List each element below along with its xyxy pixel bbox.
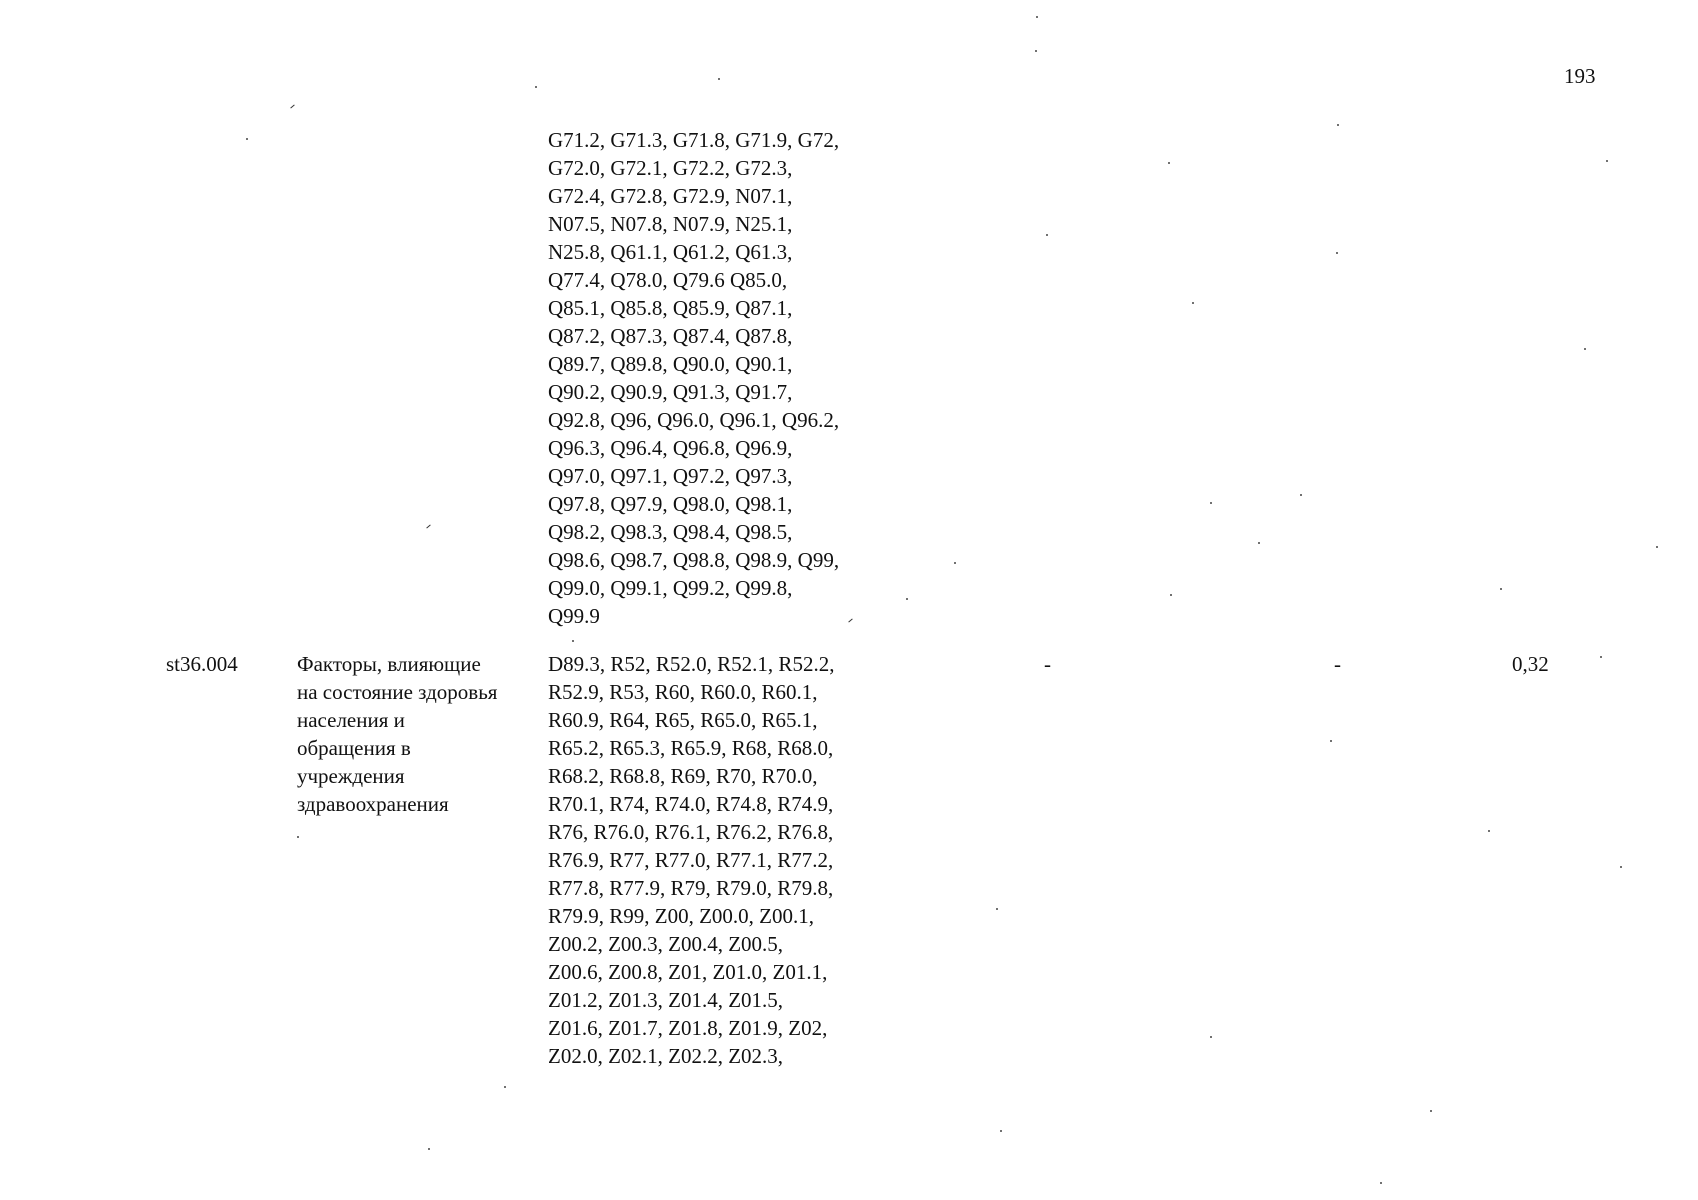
scan-speck — [1606, 160, 1608, 162]
scan-speck — [572, 640, 574, 642]
code-line: G72.0, G72.1, G72.2, G72.3, — [548, 156, 793, 180]
ksg-name — [297, 650, 497, 818]
scan-speck — [996, 908, 998, 910]
scan-speck — [1210, 1036, 1212, 1038]
code-line: Z00.2, Z00.3, Z00.4, Z00.5, — [548, 932, 784, 956]
scan-speck — [1170, 594, 1172, 596]
code-line: N25.8, Q61.1, Q61.2, Q61.3, — [548, 240, 793, 264]
scan-speck — [1168, 162, 1170, 164]
code-line: Q77.4, Q78.0, Q79.6 Q85.0, — [548, 268, 788, 292]
code-line: Q99.9 — [548, 604, 600, 628]
code-line: Q92.8, Q96, Q96.0, Q96.1, Q96.2, — [548, 408, 840, 432]
scan-speck — [297, 836, 299, 838]
scan-mark — [426, 525, 430, 529]
scan-speck — [1500, 588, 1502, 590]
name-line: на состояние здоровья — [297, 680, 498, 704]
scan-speck — [1656, 546, 1658, 548]
continuation-icd-codes — [548, 126, 839, 630]
code-line: R76.9, R77, R77.0, R77.1, R77.2, — [548, 848, 834, 872]
scan-speck — [1000, 1130, 1002, 1132]
name-line: населения и — [297, 708, 405, 732]
scan-speck — [1430, 1110, 1432, 1112]
scan-speck — [1337, 124, 1339, 126]
scan-speck — [906, 598, 908, 600]
scan-speck — [1046, 234, 1048, 236]
code-line: R52.9, R53, R60, R60.0, R60.1, — [548, 680, 818, 704]
code-line: N07.5, N07.8, N07.9, N25.1, — [548, 212, 793, 236]
scan-speck — [1380, 1182, 1382, 1184]
scan-mark — [290, 105, 294, 109]
code-line: R65.2, R65.3, R65.9, R68, R68.0, — [548, 736, 834, 760]
code-line: R70.1, R74, R74.0, R74.8, R74.9, — [548, 792, 834, 816]
code-line: Q96.3, Q96.4, Q96.8, Q96.9, — [548, 436, 793, 460]
code-line: R76, R76.0, R76.1, R76.2, R76.8, — [548, 820, 834, 844]
additional-criteria-dash: - — [1044, 652, 1051, 676]
row-icd-codes — [548, 650, 834, 1070]
name-line: обращения в — [297, 736, 411, 760]
code-line: Z01.2, Z01.3, Z01.4, Z01.5, — [548, 988, 784, 1012]
code-line: Z00.6, Z00.8, Z01, Z01.0, Z01.1, — [548, 960, 828, 984]
code-line: Z02.0, Z02.1, Z02.2, Z02.3, — [548, 1044, 784, 1068]
scan-speck — [428, 1148, 430, 1150]
code-line: G71.2, G71.3, G71.8, G71.9, G72, — [548, 128, 840, 152]
scan-speck — [535, 86, 537, 88]
code-line: Q97.8, Q97.9, Q98.0, Q98.1, — [548, 492, 793, 516]
scan-speck — [1584, 348, 1586, 350]
code-line: Q85.1, Q85.8, Q85.9, Q87.1, — [548, 296, 793, 320]
code-line: R77.8, R77.9, R79, R79.0, R79.8, — [548, 876, 834, 900]
cost-coefficient: 0,32 — [1512, 652, 1549, 676]
code-line: Q98.2, Q98.3, Q98.4, Q98.5, — [548, 520, 793, 544]
code-line: R60.9, R64, R65, R65.0, R65.1, — [548, 708, 818, 732]
code-line: G72.4, G72.8, G72.9, N07.1, — [548, 184, 793, 208]
page-number: 193 — [1564, 64, 1596, 88]
scan-speck — [1210, 502, 1212, 504]
scan-speck — [1035, 50, 1037, 52]
scan-speck — [1036, 16, 1038, 18]
name-line: здравоохранения — [297, 792, 449, 816]
code-line: Q97.0, Q97.1, Q97.2, Q97.3, — [548, 464, 793, 488]
scan-speck — [246, 138, 248, 140]
code-line: R79.9, R99, Z00, Z00.0, Z00.1, — [548, 904, 814, 928]
name-line: Факторы, влияющие — [297, 652, 481, 676]
scan-speck — [954, 562, 956, 564]
code-line: Q87.2, Q87.3, Q87.4, Q87.8, — [548, 324, 793, 348]
code-line: Q99.0, Q99.1, Q99.2, Q99.8, — [548, 576, 793, 600]
other-criteria-dash: - — [1334, 652, 1341, 676]
scan-speck — [1600, 656, 1602, 658]
scan-speck — [1336, 252, 1338, 254]
code-line: Q98.6, Q98.7, Q98.8, Q98.9, Q99, — [548, 548, 840, 572]
scan-speck — [1488, 830, 1490, 832]
code-line: Q90.2, Q90.9, Q91.3, Q91.7, — [548, 380, 793, 404]
scan-mark — [848, 619, 852, 623]
scan-speck — [718, 78, 720, 80]
ksg-code: st36.004 — [166, 652, 238, 676]
scan-speck — [1300, 494, 1302, 496]
code-line: R68.2, R68.8, R69, R70, R70.0, — [548, 764, 818, 788]
scan-speck — [1330, 740, 1332, 742]
name-line: учреждения — [297, 764, 405, 788]
scan-speck — [1192, 302, 1194, 304]
scan-speck — [1258, 542, 1260, 544]
code-line: Z01.6, Z01.7, Z01.8, Z01.9, Z02, — [548, 1016, 828, 1040]
scan-speck — [504, 1086, 506, 1088]
scan-speck — [1620, 866, 1622, 868]
code-line: D89.3, R52, R52.0, R52.1, R52.2, — [548, 652, 835, 676]
code-line: Q89.7, Q89.8, Q90.0, Q90.1, — [548, 352, 793, 376]
